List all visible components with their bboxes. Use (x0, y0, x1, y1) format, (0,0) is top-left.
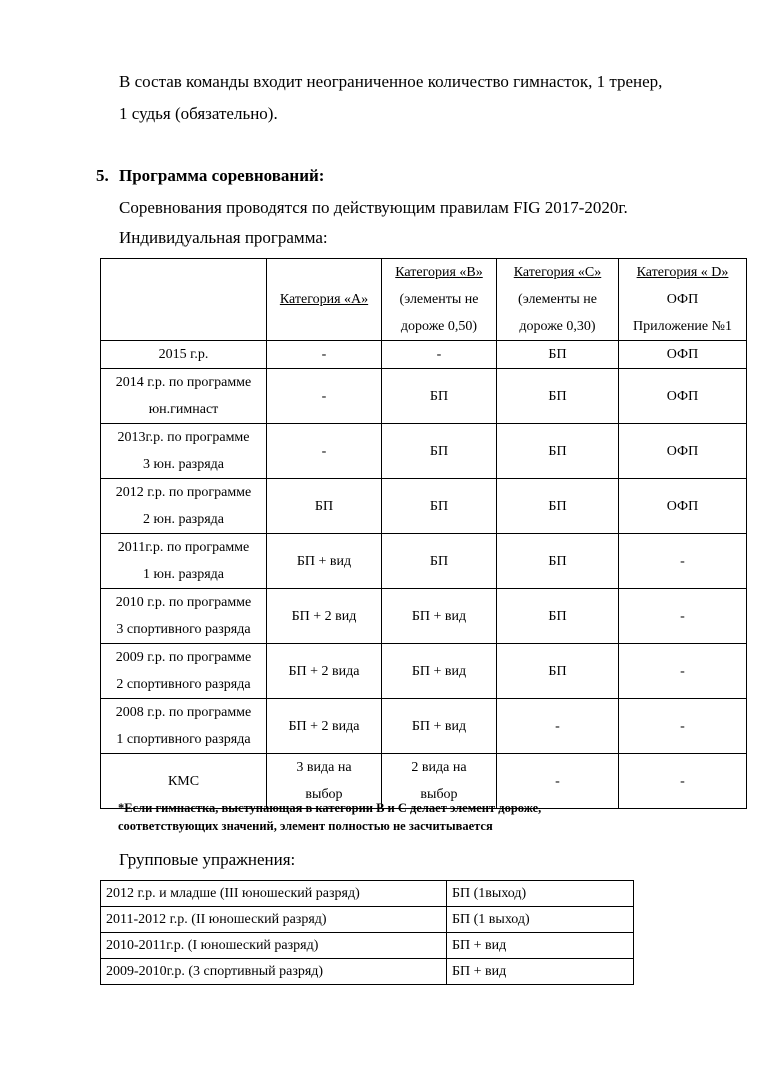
cell-d: ОФП (619, 424, 747, 479)
group-year: 2009-2010г.р. (3 спортивный разряд) (101, 959, 447, 985)
row-label: КМС (101, 754, 267, 809)
category-c-title: Категория «С» (513, 265, 602, 280)
category-b-note-2: дороже 0,50) (400, 319, 478, 334)
cell-b: БП (382, 534, 497, 589)
section-heading (96, 166, 324, 186)
cell-a: - (267, 369, 382, 424)
cell-c: - (497, 699, 619, 754)
table-row (101, 589, 747, 644)
cell-b: - (382, 341, 497, 369)
cell-b: БП (382, 369, 497, 424)
table-row (101, 959, 634, 985)
header-empty-cell (101, 259, 267, 341)
table-row (101, 534, 747, 589)
cell-c: БП (497, 479, 619, 534)
row-label: 2009 г.р. по программе 2 спортивного разряда (101, 644, 267, 699)
category-d-note-1: ОФП (666, 292, 699, 307)
cell-d: - (619, 644, 747, 699)
row-label: 2014 г.р. по программе юн.гимнаст (101, 369, 267, 424)
header-category-b (382, 259, 497, 341)
group-exercises-table (100, 880, 634, 985)
cell-d: - (619, 534, 747, 589)
table-row (101, 699, 747, 754)
cell-d: ОФП (619, 341, 747, 369)
cell-a: БП + 2 вида (267, 644, 382, 699)
cell-b: БП (382, 424, 497, 479)
cell-d: ОФП (619, 479, 747, 534)
cell-a: БП + 2 вида (267, 699, 382, 754)
group-year: 2011-2012 г.р. (II юношеский разряд) (101, 907, 447, 933)
footnote (118, 799, 638, 835)
table-row (101, 424, 747, 479)
cell-c: БП (497, 424, 619, 479)
row-label: 2012 г.р. по программе 2 юн. разряда (101, 479, 267, 534)
category-c-note-2: дороже 0,30) (519, 319, 596, 334)
group-program: БП (1выход) (447, 881, 634, 907)
group-program: БП (1 выход) (447, 907, 634, 933)
cell-c: БП (497, 644, 619, 699)
table-row (101, 644, 747, 699)
footnote-line-2: соответствующих значений, элемент полностью не засчитывается (118, 819, 493, 833)
individual-program-label: Индивидуальная программа: (119, 228, 328, 247)
row-label: 2013г.р. по программе 3 юн. разряда (101, 424, 267, 479)
cell-a: БП + 2 вид (267, 589, 382, 644)
table-row (101, 341, 747, 369)
cell-a: БП + вид (267, 534, 382, 589)
row-label: 2010 г.р. по программе 3 спортивного разряда (101, 589, 267, 644)
section-title: Программа соревнований: (119, 166, 325, 185)
table-row (101, 479, 747, 534)
group-program: БП + вид (447, 959, 634, 985)
group-year: 2010-2011г.р. (I юношеский разряд) (101, 933, 447, 959)
cell-d: - (619, 699, 747, 754)
section-number: 5. (96, 166, 109, 185)
category-d-title: Категория « D» (636, 265, 729, 280)
cell-b: БП + вид (382, 589, 497, 644)
cell-d: - (619, 754, 747, 809)
cell-c: БП (497, 534, 619, 589)
group-exercises-label: Групповые упражнения: (119, 850, 296, 869)
cell-c: БП (497, 341, 619, 369)
category-d-note-2: Приложение №1 (633, 319, 732, 334)
cell-b: 2 вида на выбор (382, 754, 497, 809)
cell-c: БП (497, 589, 619, 644)
table-row (101, 881, 634, 907)
cell-d: - (619, 589, 747, 644)
footnote-line-1: *Если гимнастка, выступающая в категории В и С делает элемент дороже, (118, 801, 542, 815)
header-category-d (619, 259, 747, 341)
rules-text: Соревнования проводятся по действующим правилам FIG 2017-2020г. (119, 198, 628, 217)
table-row (101, 907, 634, 933)
group-year: 2012 г.р. и младше (III юношеский разряд) (101, 881, 447, 907)
cell-a: - (267, 341, 382, 369)
category-b-note-1: (элементы не (399, 292, 479, 307)
cell-a: - (267, 424, 382, 479)
group-program: БП + вид (447, 933, 634, 959)
table-header-row (101, 259, 747, 341)
row-label: 2015 г.р. (101, 341, 267, 369)
category-b-title: Категория «В» (395, 265, 483, 280)
cell-c: - (497, 754, 619, 809)
table-row (101, 933, 634, 959)
intro-line-1: В состав команды входит неограниченное количество гимнасток, 1 тренер, (119, 72, 663, 91)
cell-b: БП (382, 479, 497, 534)
row-label: 2008 г.р. по программе 1 спортивного разряда (101, 699, 267, 754)
cell-b: БП + вид (382, 644, 497, 699)
table-row (101, 369, 747, 424)
intro-line-2: 1 судья (обязательно). (119, 104, 278, 123)
row-label: 2011г.р. по программе 1 юн. разряда (101, 534, 267, 589)
cell-b: БП + вид (382, 699, 497, 754)
category-c-note-1: (элементы не (518, 292, 597, 307)
cell-a: 3 вида на выбор (267, 754, 382, 809)
header-category-c (497, 259, 619, 341)
cell-c: БП (497, 369, 619, 424)
cell-d: ОФП (619, 369, 747, 424)
cell-a: БП (267, 479, 382, 534)
header-category-a: Категория «А» (267, 259, 382, 341)
individual-program-table (100, 258, 747, 809)
